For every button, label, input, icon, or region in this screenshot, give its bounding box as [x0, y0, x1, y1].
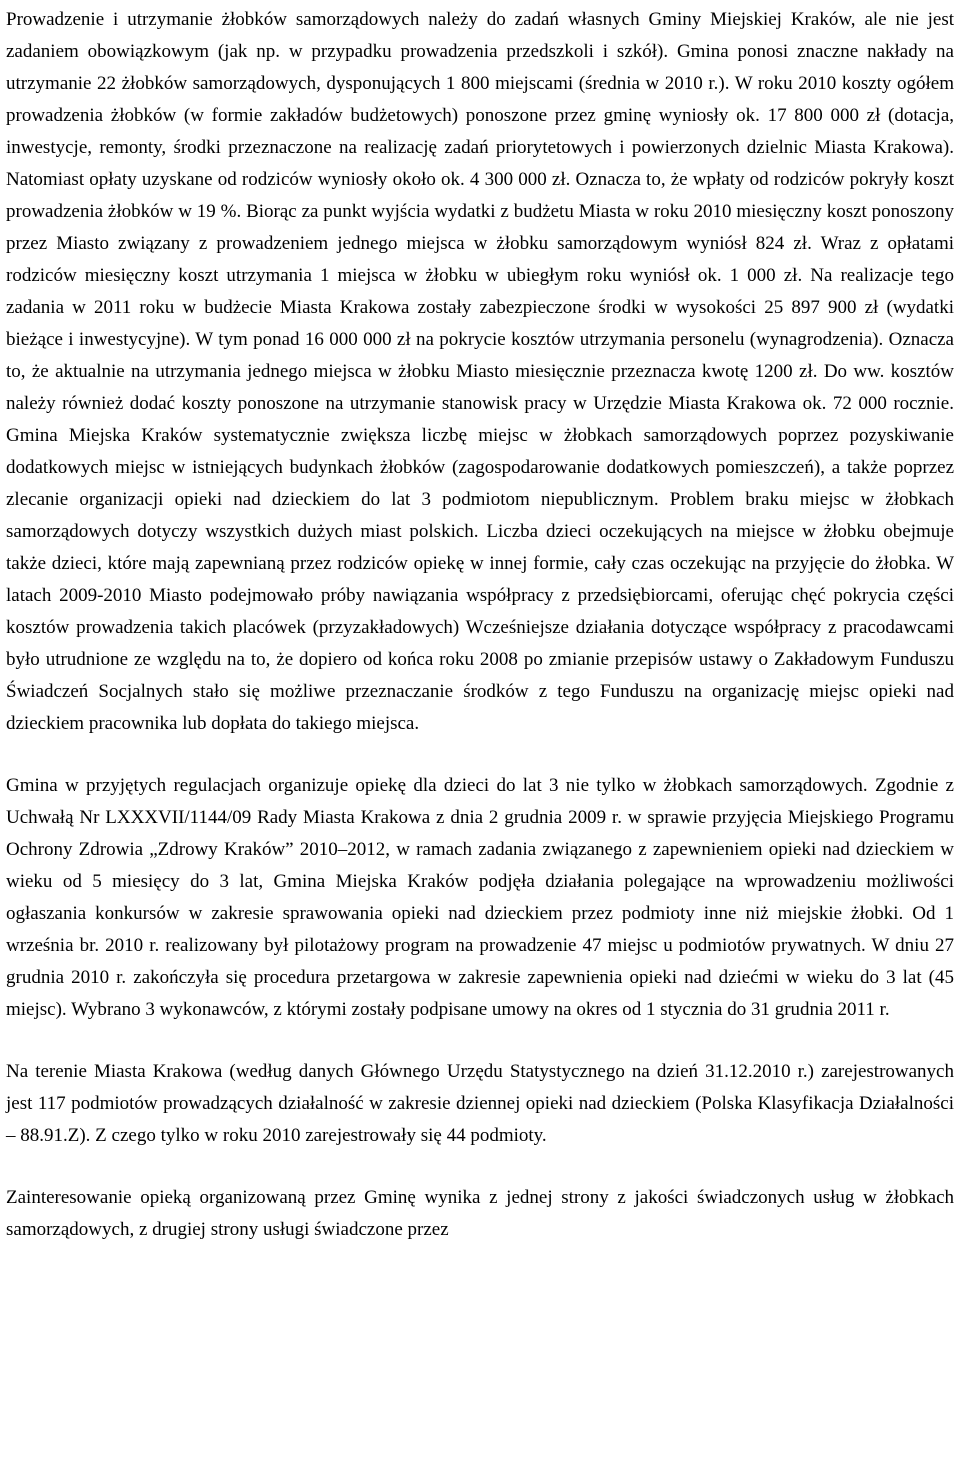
paragraph-interest-in-care: Zainteresowanie opieką organizowaną przez Gminę wynika z jednej strony z jakości świadczonych usług w żłobkach samorządowych, z drugiej strony usługi świadczone przez	[6, 1187, 954, 1240]
paragraph-nursery-costs: Prowadzenie i utrzymanie żłobków samorządowych należy do zadań własnych Gminy Miejskiej Kraków, ale nie jest zadaniem obowiązkowym (jak np. w przypadku prowadzenia przedszkoli i szkół). Gmina ponosi znaczne nakłady na utrzymanie 22 żłobków samorządowych, dysponujących 1 800 miejscami (średnia w 2010 r.). W roku 2010 koszty ogółem prowadzenia żłobków (w formie zakładów budżetowych) ponoszone przez gminę wyniosły ok. 17 800 000 zł (dotacja, inwestycje, remonty, środki przeznaczone na realizację zadań priorytetowych i powierzonych dzielnic Miasta Krakowa). Natomiast opłaty uzyskane od rodziców wyniosły około ok. 4 300 000 zł. Oznacza to, że wpłaty od rodziców pokryły koszt prowadzenia żłobków w 19 %. Biorąc za punkt wyjścia wydatki z budżetu Miasta w roku 2010 miesięczny koszt ponoszony przez Miasto związany z prowadzeniem jednego miejsca w żłobku samorządowym wyniósł 824 zł. Wraz z opłatami rodziców miesięczny koszt utrzymania 1 miejsca w żłobku w ubiegłym roku wyniósł ok. 1 000 zł. Na realizacje tego zadania w 2011 roku w budżecie Miasta Krakowa zostały zabezpieczone środki w wysokości 25 897 900 zł (wydatki bieżące i inwestycyjne). W tym ponad 16 000 000 zł na pokrycie kosztów utrzymania personelu (wynagrodzenia). Oznacza to, że aktualnie na utrzymania jednego miejsca w żłobku Miasto miesięcznie przeznacza kwotę 1200 zł. Do ww. kosztów należy również dodać koszty ponoszone na utrzymanie stanowisk pracy w Urzędzie Miasta Krakowa ok. 72 000 rocznie. Gmina Miejska Kraków systematycznie zwiększa liczbę miejsc w żłobkach samorządowych poprzez pozyskiwanie dodatkowych miejsc w istniejących budynkach żłobków (zagospodarowanie dodatkowych pomieszczeń), a także poprzez zlecanie organizacji opieki nad dzieckiem do lat 3 podmiotom niepublicznym. Problem braku miejsc w żłobkach samorządowych dotyczy wszystkich dużych miast polskich. Liczba dzieci oczekujących na miejsce w żłobku obejmuje także dzieci, które mają zapewnianą przez rodziców opiekę w innej formie, cały czas oczekując na przyjęcie do żłobka. W latach 2009-2010 Miasto podejmowało próby nawiązania współpracy z przedsiębiorcami, oferując chęć pokrycia części kosztów prowadzenia takich placówek (przyzakładowych) Wcześniejsze działania dotyczące współpracy z pracodawcami było utrudnione ze względu na to, że dopiero od końca roku 2008 po zmianie przepisów ustawy o Zakładowym Funduszu Świadczeń Socjalnych stało się możliwe przeznaczanie środków z tego Funduszu na organizację miejsc opieki nad dzieckiem pracownika lub dopłata do takiego miejsca.	[6, 9, 954, 734]
paragraph-registered-entities: Na terenie Miasta Krakowa (według danych Głównego Urzędu Statystycznego na dzień 31.12.2010 r.) zarejestrowanych jest 117 podmiotów prowadzących działalność w zakresie dziennej opieki nad dzieckiem (Polska Klasyfikacja Działalności – 88.91.Z). Z czego tylko w roku 2010 zarejestrowały się 44 podmioty.	[6, 1061, 954, 1146]
paragraph-care-regulations: Gmina w przyjętych regulacjach organizuje opiekę dla dzieci do lat 3 nie tylko w żłobkach samorządowych. Zgodnie z Uchwałą Nr LXXXVII/1144/09 Rady Miasta Krakowa z dnia 2 grudnia 2009 r. w sprawie przyjęcia Miejskiego Programu Ochrony Zdrowia „Zdrowy Kraków” 2010–2012, w ramach zadania związanego z zapewnieniem opieki nad dzieckiem w wieku od 5 miesięcy do 3 lat, Gmina Miejska Kraków podjęła działania polegające na wprowadzeniu możliwości ogłaszania konkursów w zakresie sprawowania opieki nad dzieckiem przez podmioty inne niż miejskie żłobki. Od 1 września br. 2010 r. realizowany był pilotażowy program na prowadzenie 47 miejsc u podmiotów prywatnych. W dniu 27 grudnia 2010 r. zakończyła się procedura przetargowa w zakresie zapewnienia opieki nad dziećmi w wieku do 3 lat (45 miejsc). Wybrano 3 wykonawców, z którymi zostały podpisane umowy na okres od 1 stycznia do 31 grudnia 2011 r.	[6, 775, 954, 1020]
